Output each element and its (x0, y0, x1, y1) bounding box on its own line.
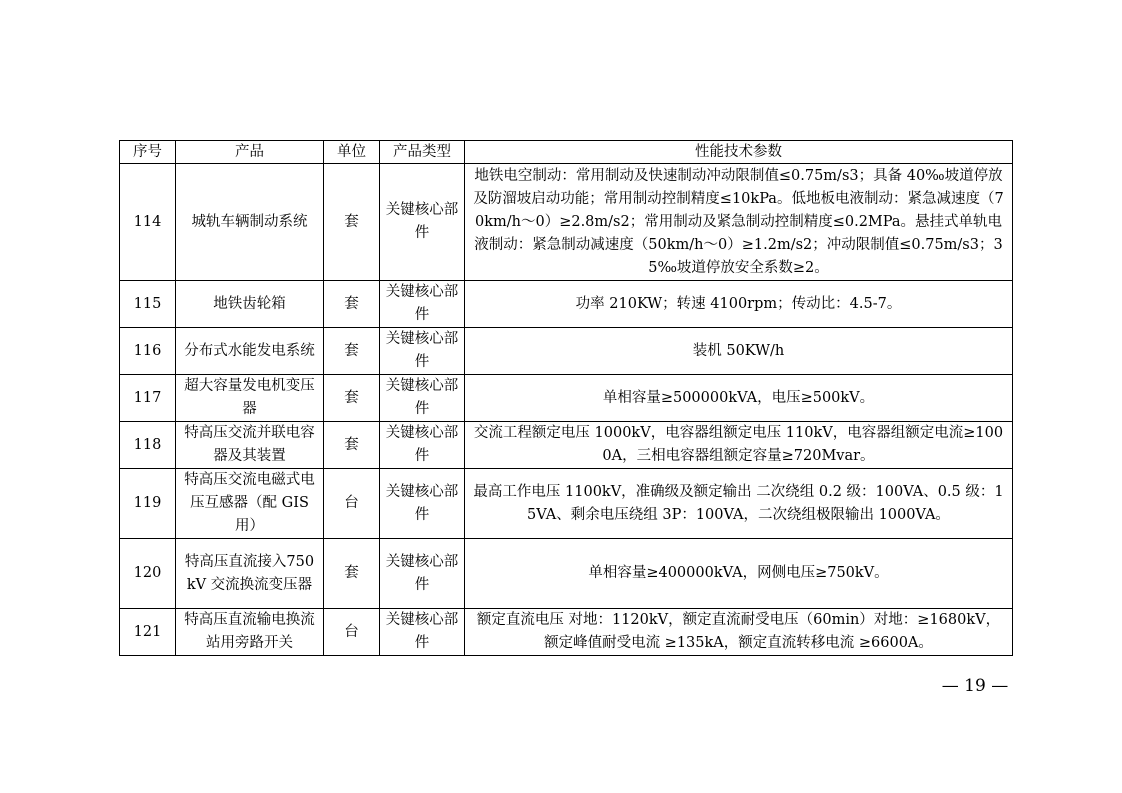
table-row (120, 375, 1013, 422)
cell-no: 119 (120, 469, 176, 539)
cell-params: 功率 210KW；转速 4100rpm；传动比：4.5-7。 (465, 281, 1013, 328)
cell-unit: 台 (324, 469, 380, 539)
cell-type: 关键核心部件 (380, 281, 465, 328)
cell-no: 116 (120, 328, 176, 375)
cell-params: 额定直流电压 对地：1120kV，额定直流耐受电压（60min）对地：≥1680kV，额定峰值耐受电流 ≥135kA，额定直流转移电流 ≥6600A。 (465, 609, 1013, 656)
cell-type: 关键核心部件 (380, 164, 465, 281)
table-row (120, 469, 1013, 539)
cell-type: 关键核心部件 (380, 422, 465, 469)
cell-unit: 套 (324, 328, 380, 375)
cell-params: 单相容量≥500000kVA，电压≥500kV。 (465, 375, 1013, 422)
cell-type: 关键核心部件 (380, 375, 465, 422)
cell-product: 特高压直流输电换流站用旁路开关 (176, 609, 324, 656)
cell-type: 关键核心部件 (380, 328, 465, 375)
table-row (120, 422, 1013, 469)
cell-product: 地铁齿轮箱 (176, 281, 324, 328)
table-row (120, 609, 1013, 656)
cell-no: 115 (120, 281, 176, 328)
cell-no: 118 (120, 422, 176, 469)
cell-no: 117 (120, 375, 176, 422)
header-no: 序号 (120, 141, 176, 164)
table-row (120, 281, 1013, 328)
cell-unit: 套 (324, 375, 380, 422)
cell-product: 特高压交流并联电容器及其装置 (176, 422, 324, 469)
cell-type: 关键核心部件 (380, 469, 465, 539)
cell-no: 114 (120, 164, 176, 281)
cell-no: 121 (120, 609, 176, 656)
cell-unit: 套 (324, 539, 380, 609)
cell-params: 装机 50KW/h (465, 328, 1013, 375)
cell-product: 分布式水能发电系统 (176, 328, 324, 375)
table-row (120, 164, 1013, 281)
cell-type: 关键核心部件 (380, 539, 465, 609)
cell-params: 单相容量≥400000kVA，网侧电压≥750kV。 (465, 539, 1013, 609)
cell-product: 城轨车辆制动系统 (176, 164, 324, 281)
cell-params: 地铁电空制动：常用制动及快速制动冲动限制值≤0.75m/s3；具备 40‰坡道停放及防溜坡启动功能；常用制动控制精度≤10kPa。低地板电液制动：紧急减速度（70km/h～0）≥2.8m/s2；常用制动及紧急制动控制精度≤0.2MPa。悬挂式单轨电液制动：紧急制动减速度（50km/h～0）≥1.2m/s2；冲动限制值≤0.75m/s3；35‰坡道停放安全系数≥2。 (465, 164, 1013, 281)
page-number: — 19 — (941, 676, 1009, 696)
cell-type: 关键核心部件 (380, 609, 465, 656)
header-unit: 单位 (324, 141, 380, 164)
table-row (120, 539, 1013, 609)
cell-params: 最高工作电压 1100kV，准确级及额定输出 二次绕组 0.2 级：100VA、0.5 级：15VA、剩余电压绕组 3P：100VA，二次绕组极限输出 1000VA。 (465, 469, 1013, 539)
cell-unit: 套 (324, 422, 380, 469)
cell-params: 交流工程额定电压 1000kV，电容器组额定电压 110kV，电容器组额定电流≥1000A，三相电容器组额定容量≥720Mvar。 (465, 422, 1013, 469)
header-type: 产品类型 (380, 141, 465, 164)
product-spec-table (119, 140, 1013, 656)
cell-product: 特高压直流接入750kV 交流换流变压器 (176, 539, 324, 609)
cell-unit: 套 (324, 281, 380, 328)
table-header-row (120, 141, 1013, 164)
cell-product: 超大容量发电机变压器 (176, 375, 324, 422)
cell-no: 120 (120, 539, 176, 609)
cell-unit: 台 (324, 609, 380, 656)
table-row (120, 328, 1013, 375)
cell-unit: 套 (324, 164, 380, 281)
header-product: 产品 (176, 141, 324, 164)
header-params: 性能技术参数 (465, 141, 1013, 164)
cell-product: 特高压交流电磁式电压互感器（配 GIS 用） (176, 469, 324, 539)
